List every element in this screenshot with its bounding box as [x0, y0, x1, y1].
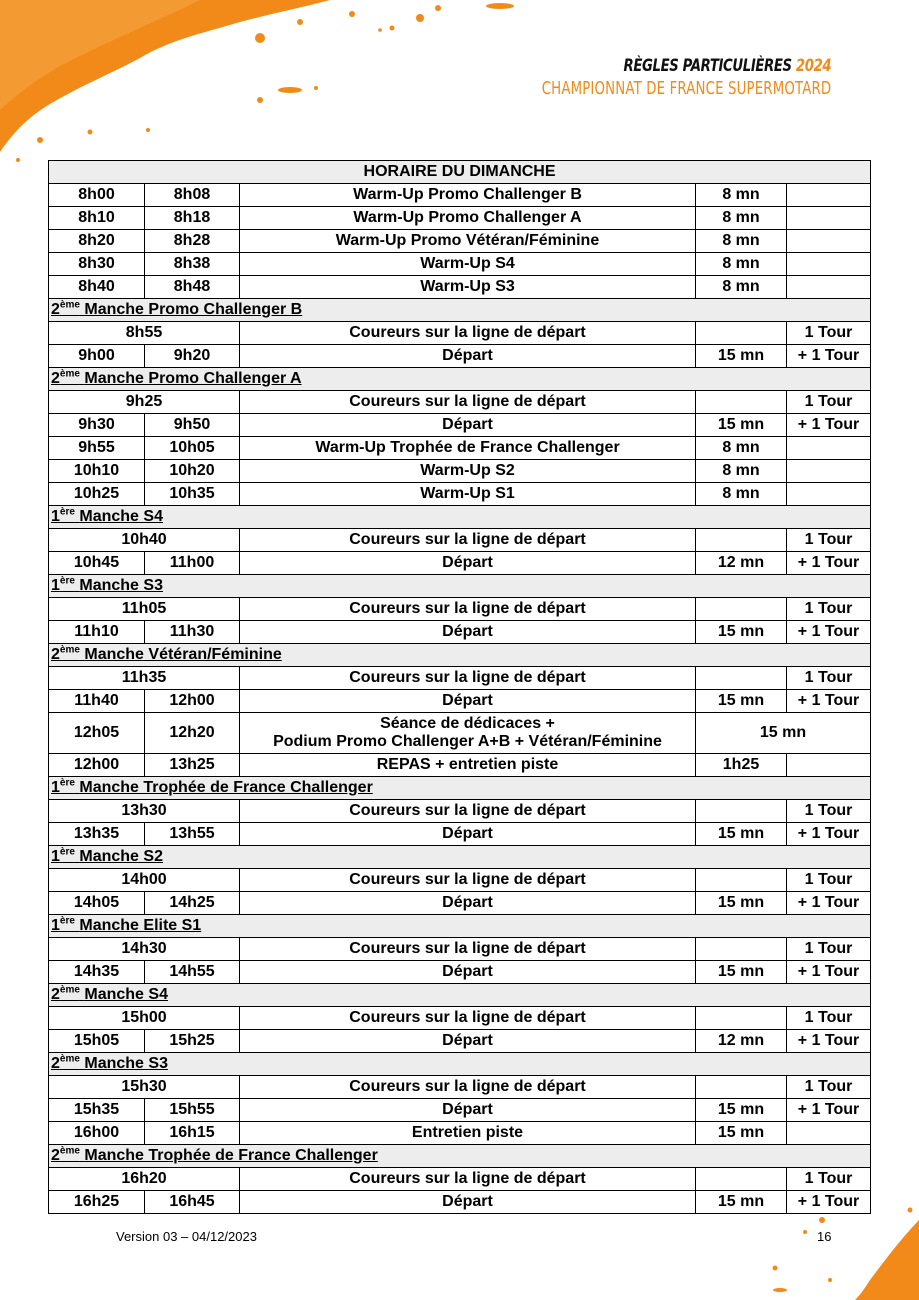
- row-laps: 1 Tour: [787, 529, 871, 552]
- row-end-time: 13h25: [145, 754, 240, 777]
- row-description-line1: Séance de dédicaces +: [380, 715, 555, 732]
- session-ordinal-suffix: ère: [59, 506, 75, 518]
- session-title: [51, 848, 163, 865]
- row-description: Warm-Up S4: [240, 253, 696, 276]
- row-description: Départ: [240, 1191, 696, 1214]
- row-laps: + 1 Tour: [787, 1099, 871, 1122]
- row-description: Départ: [240, 345, 696, 368]
- row-start-time: 15h35: [49, 1099, 145, 1122]
- row-description: Warm-Up Trophée de France Challenger: [240, 437, 696, 460]
- row-description: Départ: [240, 690, 696, 713]
- session-header-row: [49, 644, 871, 667]
- row-laps: [787, 276, 871, 299]
- orange-paint-splash-decoration-bottom: [750, 1200, 919, 1300]
- row-laps: [787, 230, 871, 253]
- document-header-brand: [440, 56, 831, 99]
- row-laps: 1 Tour: [787, 1168, 871, 1191]
- row-description: Coureurs sur la ligne de départ: [240, 1007, 696, 1030]
- lineup-time: 13h30: [49, 800, 240, 823]
- row-start-time: 8h10: [49, 207, 145, 230]
- lineup-time: 16h20: [49, 1168, 240, 1191]
- table-row: [49, 552, 871, 575]
- session-header: [49, 777, 871, 800]
- row-description: Warm-Up Promo Vétéran/Féminine: [240, 230, 696, 253]
- table-row: [49, 1007, 871, 1030]
- row-duration: 8 mn: [696, 437, 787, 460]
- row-duration: [696, 529, 787, 552]
- session-title: [51, 646, 282, 663]
- row-laps: [787, 437, 871, 460]
- championship-name: CHAMPIONNAT DE FRANCE SUPERMOTARD: [541, 78, 831, 99]
- session-label: Manche Promo Challenger B: [84, 301, 303, 318]
- row-duration: 15 mn: [696, 1191, 787, 1214]
- row-duration: 8 mn: [696, 253, 787, 276]
- session-ordinal-suffix: ème: [59, 984, 80, 996]
- row-start-time: 16h25: [49, 1191, 145, 1214]
- session-label: Manche S3: [84, 1055, 168, 1072]
- row-duration: [696, 1168, 787, 1191]
- row-duration: 1h25: [696, 754, 787, 777]
- row-duration: 8 mn: [696, 460, 787, 483]
- row-laps: 1 Tour: [787, 938, 871, 961]
- row-start-time: 13h35: [49, 823, 145, 846]
- row-start-time: 8h30: [49, 253, 145, 276]
- lineup-time: 11h05: [49, 598, 240, 621]
- table-row: [49, 690, 871, 713]
- session-ordinal-suffix: ème: [59, 1145, 80, 1157]
- session-label: Manche S2: [79, 848, 163, 865]
- row-start-time: 14h35: [49, 961, 145, 984]
- table-row: [49, 207, 871, 230]
- row-duration: 15 mn: [696, 345, 787, 368]
- table-row: [49, 823, 871, 846]
- row-description: Départ: [240, 892, 696, 915]
- row-laps: + 1 Tour: [787, 345, 871, 368]
- session-ordinal-suffix: ème: [59, 1053, 80, 1065]
- session-header-row: [49, 506, 871, 529]
- row-end-time: 8h18: [145, 207, 240, 230]
- table-row: [49, 713, 871, 754]
- row-description: Départ: [240, 414, 696, 437]
- row-end-time: 11h00: [145, 552, 240, 575]
- row-end-time: 14h55: [145, 961, 240, 984]
- row-description: Coureurs sur la ligne de départ: [240, 391, 696, 414]
- row-end-time: 12h20: [145, 713, 240, 754]
- table-row: [49, 1099, 871, 1122]
- page-number: 16: [817, 1229, 832, 1244]
- session-header: [49, 299, 871, 322]
- session-label: Manche S4: [79, 508, 163, 525]
- table-row: [49, 529, 871, 552]
- row-duration: 8 mn: [696, 184, 787, 207]
- row-description: REPAS + entretien piste: [240, 754, 696, 777]
- row-laps: 1 Tour: [787, 1076, 871, 1099]
- row-laps: [787, 483, 871, 506]
- session-ordinal: 2: [51, 1147, 60, 1164]
- row-description: Coureurs sur la ligne de départ: [240, 1168, 696, 1191]
- session-ordinal-suffix: ème: [59, 299, 80, 311]
- row-laps: [787, 253, 871, 276]
- row-duration: [696, 322, 787, 345]
- sunday-schedule-table: [48, 160, 871, 1214]
- session-title: [51, 1055, 168, 1072]
- row-duration: 8 mn: [696, 276, 787, 299]
- session-ordinal: 1: [51, 508, 60, 525]
- session-ordinal-suffix: ème: [59, 368, 80, 380]
- row-start-time: 12h05: [49, 713, 145, 754]
- session-header: [49, 1053, 871, 1076]
- row-duration: [696, 800, 787, 823]
- session-header: [49, 506, 871, 529]
- row-description: Coureurs sur la ligne de départ: [240, 322, 696, 345]
- row-duration: 15 mn: [696, 713, 871, 754]
- row-end-time: 15h55: [145, 1099, 240, 1122]
- row-duration: 15 mn: [696, 1099, 787, 1122]
- row-duration: [696, 598, 787, 621]
- row-start-time: 9h30: [49, 414, 145, 437]
- row-end-time: 9h20: [145, 345, 240, 368]
- session-header-row: [49, 984, 871, 1007]
- row-end-time: 10h35: [145, 483, 240, 506]
- table-title: HORAIRE DU DIMANCHE: [49, 161, 871, 184]
- row-duration: 15 mn: [696, 414, 787, 437]
- row-start-time: 8h40: [49, 276, 145, 299]
- row-start-time: 11h10: [49, 621, 145, 644]
- row-end-time: 8h38: [145, 253, 240, 276]
- session-ordinal: 1: [51, 577, 60, 594]
- session-ordinal-suffix: ème: [59, 644, 80, 656]
- row-end-time: 8h28: [145, 230, 240, 253]
- row-start-time: 9h55: [49, 437, 145, 460]
- session-header-row: [49, 299, 871, 322]
- table-row: [49, 938, 871, 961]
- row-duration: [696, 667, 787, 690]
- row-laps: + 1 Tour: [787, 621, 871, 644]
- row-description: Coureurs sur la ligne de départ: [240, 529, 696, 552]
- row-start-time: 15h05: [49, 1030, 145, 1053]
- session-title: [51, 779, 373, 796]
- row-duration: [696, 1007, 787, 1030]
- table-row: [49, 598, 871, 621]
- row-duration: 8 mn: [696, 207, 787, 230]
- session-label: Manche Vétéran/Féminine: [84, 646, 282, 663]
- row-duration: 15 mn: [696, 690, 787, 713]
- session-ordinal-suffix: ère: [59, 777, 75, 789]
- row-start-time: 10h25: [49, 483, 145, 506]
- row-description: Coureurs sur la ligne de départ: [240, 667, 696, 690]
- row-start-time: 10h45: [49, 552, 145, 575]
- row-laps: + 1 Tour: [787, 414, 871, 437]
- row-start-time: 8h00: [49, 184, 145, 207]
- session-ordinal: 2: [51, 646, 60, 663]
- table-row: [49, 322, 871, 345]
- row-laps: + 1 Tour: [787, 823, 871, 846]
- row-laps: + 1 Tour: [787, 552, 871, 575]
- session-ordinal: 1: [51, 779, 60, 796]
- table-row: [49, 621, 871, 644]
- session-title: [51, 986, 168, 1003]
- row-description: Départ: [240, 1030, 696, 1053]
- row-description: Warm-Up Promo Challenger A: [240, 207, 696, 230]
- row-description: Warm-Up S1: [240, 483, 696, 506]
- row-end-time: 16h15: [145, 1122, 240, 1145]
- session-label: Manche S3: [79, 577, 163, 594]
- row-laps: 1 Tour: [787, 869, 871, 892]
- table-row: [49, 276, 871, 299]
- row-duration: 15 mn: [696, 823, 787, 846]
- session-title: [51, 917, 201, 934]
- row-duration: 8 mn: [696, 483, 787, 506]
- row-duration: 15 mn: [696, 621, 787, 644]
- row-duration: 12 mn: [696, 552, 787, 575]
- lineup-time: 10h40: [49, 529, 240, 552]
- session-title: [51, 508, 163, 525]
- row-end-time: 15h25: [145, 1030, 240, 1053]
- lineup-time: 9h25: [49, 391, 240, 414]
- row-laps: + 1 Tour: [787, 892, 871, 915]
- table-row: [49, 1030, 871, 1053]
- row-description: Départ: [240, 1099, 696, 1122]
- row-start-time: 8h20: [49, 230, 145, 253]
- row-laps: + 1 Tour: [787, 961, 871, 984]
- table-row: [49, 437, 871, 460]
- session-header-row: [49, 368, 871, 391]
- row-start-time: 10h10: [49, 460, 145, 483]
- lineup-time: 14h00: [49, 869, 240, 892]
- row-duration: [696, 391, 787, 414]
- session-ordinal-suffix: ère: [59, 846, 75, 858]
- table-title-row: [49, 161, 871, 184]
- session-header-row: [49, 777, 871, 800]
- row-laps: + 1 Tour: [787, 1191, 871, 1214]
- row-laps: [787, 1122, 871, 1145]
- table-row: [49, 754, 871, 777]
- table-row: [49, 391, 871, 414]
- row-duration: 15 mn: [696, 961, 787, 984]
- row-description: Coureurs sur la ligne de départ: [240, 800, 696, 823]
- session-header: [49, 644, 871, 667]
- table-row: [49, 483, 871, 506]
- row-end-time: 12h00: [145, 690, 240, 713]
- row-end-time: 8h48: [145, 276, 240, 299]
- lineup-time: 11h35: [49, 667, 240, 690]
- row-end-time: 16h45: [145, 1191, 240, 1214]
- session-ordinal-suffix: ère: [59, 915, 75, 927]
- table-row: [49, 667, 871, 690]
- row-description: Warm-Up S2: [240, 460, 696, 483]
- row-description: Entretien piste: [240, 1122, 696, 1145]
- table-row: [49, 345, 871, 368]
- row-end-time: 14h25: [145, 892, 240, 915]
- row-description: Coureurs sur la ligne de départ: [240, 938, 696, 961]
- document-version: Version 03 – 04/12/2023: [116, 1229, 257, 1244]
- table-row: [49, 1122, 871, 1145]
- table-row: [49, 1076, 871, 1099]
- row-end-time: 9h50: [145, 414, 240, 437]
- session-header: [49, 575, 871, 598]
- row-end-time: 13h55: [145, 823, 240, 846]
- row-description: Départ: [240, 961, 696, 984]
- row-description: Départ: [240, 621, 696, 644]
- row-description: Warm-Up S3: [240, 276, 696, 299]
- session-label: Manche Trophée de France Challenger: [84, 1147, 378, 1164]
- session-header-row: [49, 575, 871, 598]
- lineup-time: 8h55: [49, 322, 240, 345]
- table-row: [49, 1168, 871, 1191]
- session-ordinal: 1: [51, 848, 60, 865]
- session-title: [51, 370, 302, 387]
- row-laps: 1 Tour: [787, 391, 871, 414]
- table-row: [49, 253, 871, 276]
- row-start-time: 14h05: [49, 892, 145, 915]
- lineup-time: 14h30: [49, 938, 240, 961]
- row-laps: [787, 754, 871, 777]
- session-header-row: [49, 1145, 871, 1168]
- row-description: Coureurs sur la ligne de départ: [240, 598, 696, 621]
- session-header: [49, 1145, 871, 1168]
- row-start-time: 16h00: [49, 1122, 145, 1145]
- regulation-title: [526, 56, 831, 76]
- row-laps: 1 Tour: [787, 598, 871, 621]
- row-laps: [787, 184, 871, 207]
- session-ordinal: 2: [51, 1055, 60, 1072]
- table-row: [49, 800, 871, 823]
- session-title: [51, 301, 302, 318]
- session-ordinal: 2: [51, 301, 60, 318]
- regulation-year: 2024: [795, 56, 831, 76]
- table-row: [49, 1191, 871, 1214]
- row-description: [240, 713, 696, 754]
- regulation-title-text: RÈGLES PARTICULIÈRES: [623, 56, 792, 76]
- session-label: Manche S4: [84, 986, 168, 1003]
- table-row: [49, 961, 871, 984]
- session-label: Manche Elite S1: [79, 917, 202, 934]
- session-ordinal: 1: [51, 917, 60, 934]
- session-ordinal: 2: [51, 370, 60, 387]
- session-ordinal-suffix: ère: [59, 575, 75, 587]
- lineup-time: 15h00: [49, 1007, 240, 1030]
- row-duration: 15 mn: [696, 892, 787, 915]
- row-laps: 1 Tour: [787, 322, 871, 345]
- row-description: Coureurs sur la ligne de départ: [240, 869, 696, 892]
- table-row: [49, 460, 871, 483]
- row-laps: 1 Tour: [787, 1007, 871, 1030]
- session-label: Manche Promo Challenger A: [84, 370, 302, 387]
- session-header-row: [49, 915, 871, 938]
- row-start-time: 9h00: [49, 345, 145, 368]
- row-description: Coureurs sur la ligne de départ: [240, 1076, 696, 1099]
- session-title: [51, 577, 163, 594]
- row-duration: 8 mn: [696, 230, 787, 253]
- row-duration: 15 mn: [696, 1122, 787, 1145]
- row-start-time: 12h00: [49, 754, 145, 777]
- row-duration: [696, 1076, 787, 1099]
- row-end-time: 11h30: [145, 621, 240, 644]
- row-description-line2: Podium Promo Challenger A+B + Vétéran/Féminine: [273, 733, 662, 750]
- session-header: [49, 846, 871, 869]
- session-label: Manche Trophée de France Challenger: [79, 779, 373, 796]
- row-description: Warm-Up Promo Challenger B: [240, 184, 696, 207]
- row-laps: + 1 Tour: [787, 1030, 871, 1053]
- row-laps: 1 Tour: [787, 800, 871, 823]
- row-end-time: 10h05: [145, 437, 240, 460]
- row-start-time: 11h40: [49, 690, 145, 713]
- session-header-row: [49, 846, 871, 869]
- row-description: Départ: [240, 823, 696, 846]
- session-title: [51, 1147, 378, 1164]
- row-end-time: 8h08: [145, 184, 240, 207]
- row-duration: [696, 938, 787, 961]
- session-ordinal: 2: [51, 986, 60, 1003]
- table-row: [49, 869, 871, 892]
- row-laps: + 1 Tour: [787, 690, 871, 713]
- row-end-time: 10h20: [145, 460, 240, 483]
- session-header: [49, 984, 871, 1007]
- table-row: [49, 892, 871, 915]
- row-laps: [787, 460, 871, 483]
- session-header: [49, 368, 871, 391]
- table-row: [49, 230, 871, 253]
- session-header-row: [49, 1053, 871, 1076]
- row-laps: [787, 207, 871, 230]
- row-duration: [696, 869, 787, 892]
- lineup-time: 15h30: [49, 1076, 240, 1099]
- row-laps: 1 Tour: [787, 667, 871, 690]
- row-duration: 12 mn: [696, 1030, 787, 1053]
- row-description: Départ: [240, 552, 696, 575]
- table-row: [49, 184, 871, 207]
- session-header: [49, 915, 871, 938]
- table-row: [49, 414, 871, 437]
